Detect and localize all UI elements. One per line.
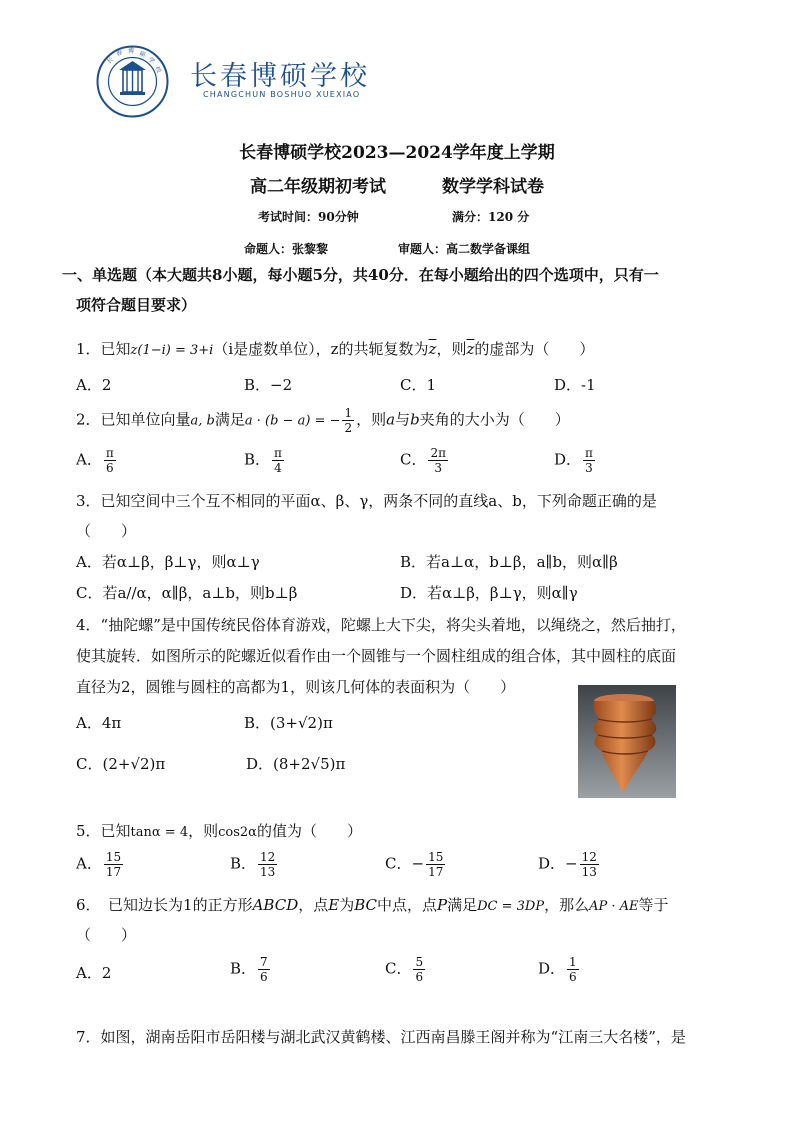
q1-option-b: B．−2: [244, 376, 293, 394]
q2-option-a: A． $\frac{\pi}{6}$: [76, 446, 114, 475]
subtitle-grade: 高二年级期初考试: [250, 177, 386, 197]
q3-option-b: B．若a⊥α，b⊥β，a∥b，则α∥β: [400, 553, 618, 571]
spinning-top-photo: [578, 685, 676, 798]
school-name-en: CHANGCHUN BOSHUO XUEXIAO: [203, 90, 361, 99]
question-5: 5．已知tanα = 4，则cos2α的值为（ ）: [76, 822, 362, 840]
question-4-cont2: 直径为2，圆锥与圆柱的高都为1，则该几何体的表面积为（ ）: [76, 678, 516, 696]
question-4: 4．“抽陀螺”是中国传统民俗体育游戏，陀螺上大下尖，将尖头着地，以绳绕之，然后抽打，: [76, 616, 686, 634]
question-4-cont1: 使其旋转．如图所示的陀螺近似看作由一个圆锥与一个圆柱组成的组合体，其中圆柱的底面: [76, 647, 677, 665]
exam-reviewer: 审题人：高二数学备课组: [398, 242, 531, 256]
svg-text:学: 学: [146, 56, 156, 66]
question-1: 1．已知z(1−i) = 3+i（i是虚数单位），z的共轭复数为$\overline{z}$，则$\overline{z}$的虚部为（ ）: [76, 340, 595, 358]
question-3-cont: （ ）: [76, 522, 137, 540]
q6-option-c: C． $\frac{5}{6}$: [385, 955, 424, 984]
question-6: 6． 已知边长为1的正方形ABCD，点E为BC中点，点P满足DC = 3DP，那么AP · AE等于: [76, 896, 669, 914]
q1-option-d: D．-1: [554, 376, 596, 394]
q5-option-c: C．− $\frac{15}{17}$: [385, 850, 444, 879]
q4-option-d: D．(8+2√5)π: [246, 755, 346, 773]
svg-text:校: 校: [153, 65, 163, 75]
question-7: 7．如图，湖南岳阳市岳阳楼与湖北武汉黄鹤楼、江西南昌滕王阁并称为“江南三大名楼”，是: [76, 1028, 686, 1046]
q2-option-c: C． $\frac{2\pi}{3}$: [400, 446, 447, 475]
svg-text:博: 博: [128, 48, 135, 55]
q2-option-d: D． $\frac{\pi}{3}$: [554, 446, 593, 475]
q4-option-c: C．(2+√2)π: [76, 755, 166, 773]
exam-score: 满分：120 分: [452, 210, 530, 224]
q6-option-a: A．2: [76, 964, 112, 982]
q6-option-d: D． $\frac{1}{6}$: [538, 955, 577, 984]
school-logo: [95, 44, 170, 119]
q5-option-a: A． $\frac{15}{17}$: [76, 850, 122, 879]
section-heading-cont: 项符合题目要求）: [76, 296, 197, 314]
q1-option-c: C．1: [400, 376, 437, 394]
question-6-cont: （ ）: [76, 926, 137, 944]
question-2: 2．已知单位向量a, b满足a · (b − a) = − $\frac{1}{2}$ ，则a与b夹角的大小为（ ）: [76, 406, 570, 435]
q3-option-a: A．若α⊥β，β⊥γ，则α⊥γ: [76, 553, 260, 571]
q6-option-b: B． $\frac{7}{6}$: [230, 955, 268, 984]
school-name-cn: 长春博硕学校: [190, 61, 370, 92]
svg-text:长: 长: [105, 56, 115, 66]
exam-subtitle: [0, 172, 794, 197]
exam-author: 命题人：张黎黎: [244, 242, 329, 256]
q5-option-b: B． $\frac{12}{13}$: [230, 850, 276, 879]
q5-option-d: D．− $\frac{12}{13}$: [538, 850, 597, 879]
q4-option-b: B．(3+√2)π: [244, 714, 333, 732]
q3-option-c: C．若a//α，α∥β，a⊥b，则b⊥β: [76, 584, 298, 602]
q1-option-a: A．2: [76, 376, 112, 394]
q3-option-d: D．若α⊥β，β⊥γ，则α∥γ: [400, 584, 578, 602]
subtitle-subject: 数学学科试卷: [442, 177, 544, 197]
q4-option-a: A．4π: [76, 714, 122, 732]
question-3: 3．已知空间中三个互不相同的平面α、β、γ，两条不同的直线a、b，下列命题正确的是: [76, 492, 657, 510]
svg-text:春: 春: [115, 49, 124, 58]
exam-time: 考试时间：90分钟: [258, 210, 359, 224]
section-heading: 一、单选题（本大题共8小题，每小题5分，共40分．在每小题给出的四个选项中，只有一: [62, 266, 659, 284]
q2-option-b: B． $\frac{\pi}{4}$: [244, 446, 282, 475]
svg-text:硕: 硕: [138, 50, 147, 59]
exam-title: 长春博硕学校2023—2024学年度上学期: [239, 143, 555, 163]
